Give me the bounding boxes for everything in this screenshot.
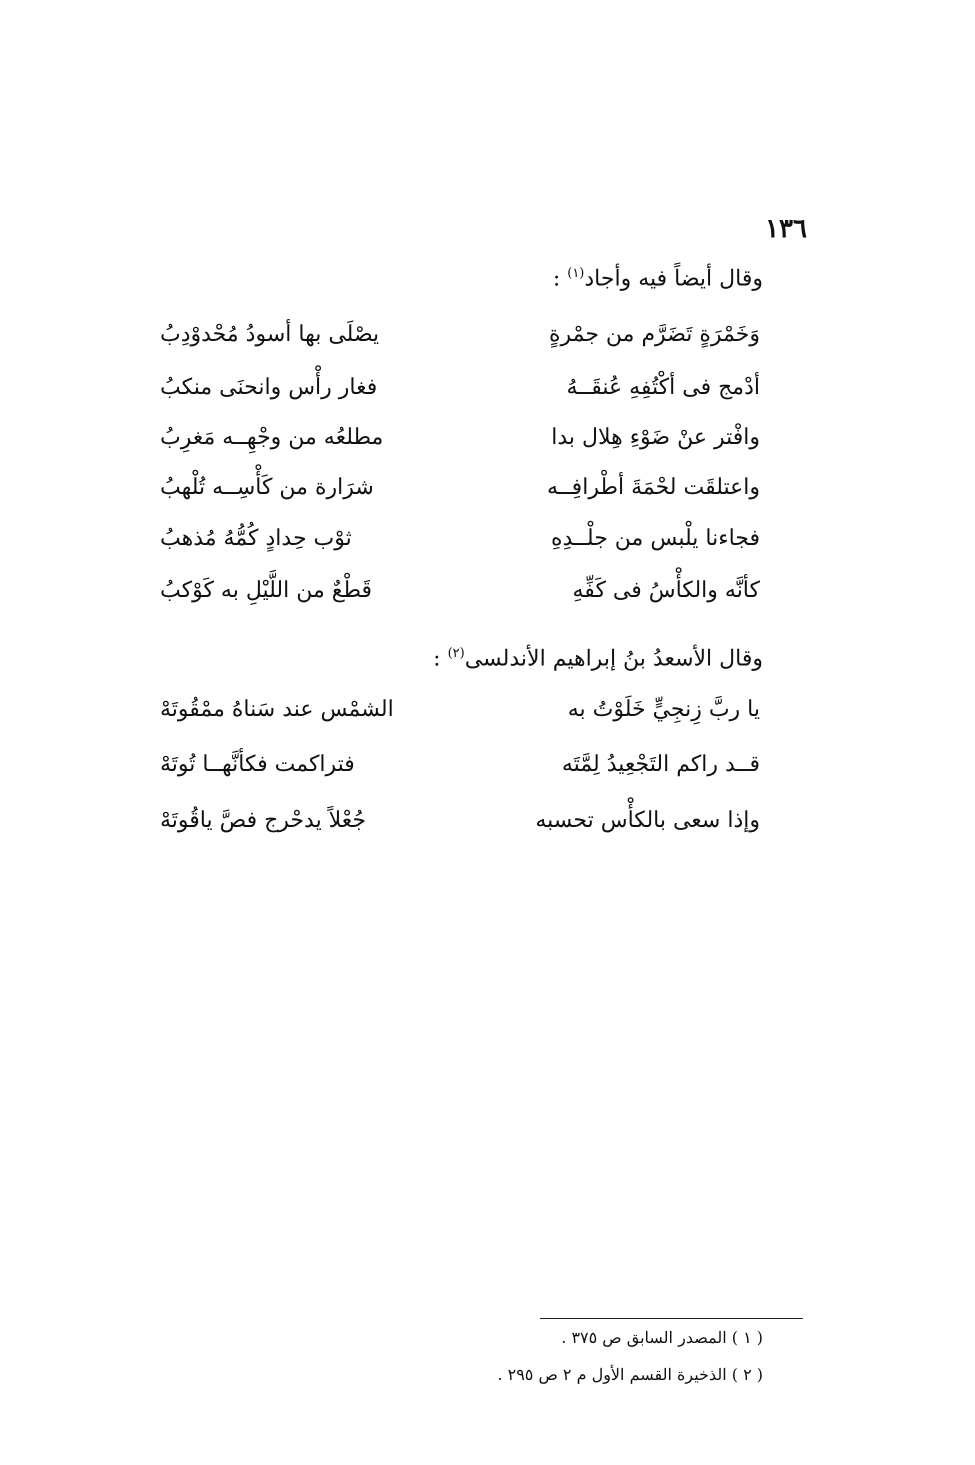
verse-first-hemistich: واعتلقَت لحْمَةَ أطْرافِــه <box>547 475 760 500</box>
verse-first-hemistich: كأنَّه والكأْسُ فى كَفِّهِ <box>572 578 760 603</box>
verse-second-hemistich: فغار رأْس وانحنَى منكبُ <box>160 375 378 400</box>
verse-first-hemistich: فجاءنا يلْبس من جلْــدِهِ <box>550 526 760 551</box>
intro-text: وقال الأسعدُ بنُ إبراهيم الأندلسى <box>464 646 763 672</box>
verse-first-hemistich: وإذا سعى بالكأْس تحسبه <box>535 808 760 833</box>
footnote: ( ٢ ) الذخيرة القسم الأول م ٢ ص ٢٩٥ . <box>497 1365 763 1384</box>
verse-second-hemistich: شرَارة من كَأْسِــه تُلْهبُ <box>160 475 374 500</box>
intro-text: وقال أيضاً فيه وأجاد <box>584 266 763 292</box>
verse-first-hemistich: وافْتر عنْ ضَوْءِ هِلال بدا <box>551 425 760 450</box>
verse-line <box>160 752 760 792</box>
verse-line <box>160 375 760 415</box>
verse-line <box>160 697 760 737</box>
verse-second-hemistich: يصْلَى بها أسودُ مُحْدوْدِبُ <box>160 322 380 347</box>
section-intro <box>553 266 763 291</box>
verse-second-hemistich: قَطْعٌ من اللَّيْلِ به كَوْكبُ <box>160 578 373 603</box>
verse-second-hemistich: مطلعُه من وجْهِــه مَغرِبُ <box>160 425 384 450</box>
footnote: ( ١ ) المصدر السابق ص ٣٧٥ . <box>561 1328 763 1347</box>
verse-line <box>160 808 760 848</box>
verse-line <box>160 578 760 618</box>
intro-colon: : <box>433 646 441 672</box>
verse-second-hemistich: ثوْب حِدادٍ كُمُّهُ مُذهبُ <box>160 526 352 551</box>
footnote-ref: (١) <box>567 266 585 281</box>
verse-line <box>160 526 760 566</box>
verse-first-hemistich: يا ربَّ زِنجِيٍّ خَلَوْتُ به <box>567 697 760 722</box>
verse-line <box>160 475 760 515</box>
verse-second-hemistich: فتراكمت فكأنَّهــا تُوتَهْ <box>160 752 355 777</box>
verse-first-hemistich: أدْمج فى أكْتُفِهِ عُنقَــهُ <box>566 375 760 400</box>
verse-line <box>160 322 760 362</box>
verse-first-hemistich: قــد راكم التَجْعِيدُ لِمَّتَه <box>561 752 760 777</box>
intro-colon: : <box>552 266 561 292</box>
page-number: ١٣٦ <box>765 214 807 244</box>
footnote-ref: (٢) <box>447 646 465 661</box>
verse-line <box>160 425 760 465</box>
verse-second-hemistich: الشمْس عند سَناهُ ممْقُوتَهْ <box>160 697 394 722</box>
section-intro <box>433 646 763 671</box>
verse-first-hemistich: وَخَمْرَةٍ تَضَرَّم من جمْرةٍ <box>548 322 760 347</box>
verse-second-hemistich: جُعْلاً يدحْرج فصَّ ياقُوتَهْ <box>160 808 367 833</box>
footnote-divider <box>540 1318 803 1319</box>
